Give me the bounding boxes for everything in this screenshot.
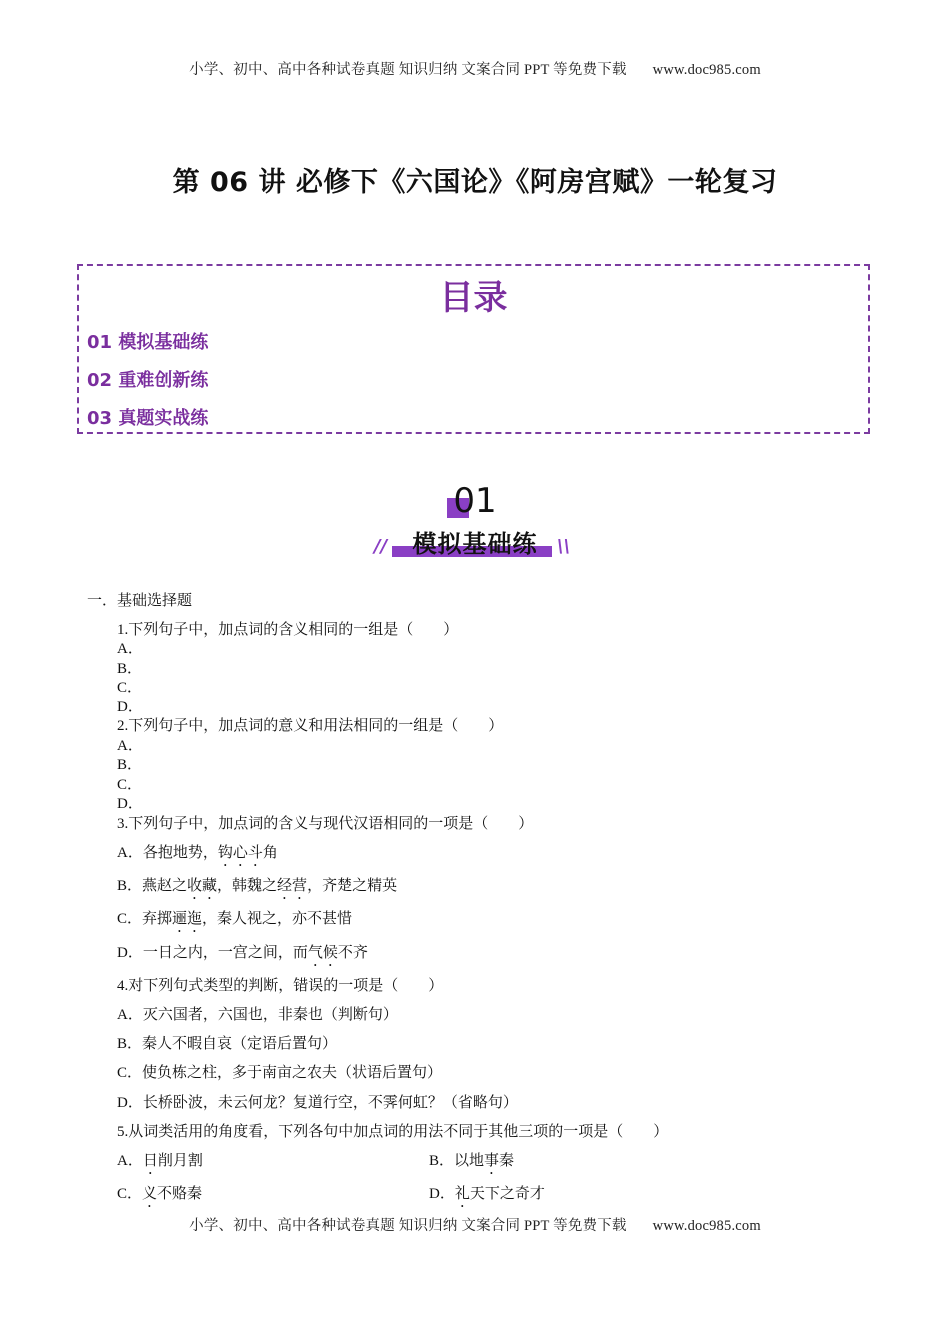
question-2-option-d: D． [117,796,143,812]
question-4-option-c: C．使负栋之柱，多于南亩之农夫（状语后置句） [117,1065,443,1081]
question-1-option-a: A． [117,641,143,657]
option-text: A．各抱地势， [117,845,218,861]
question-4-option-b: B．秦人不暇自哀（定语后置句） [117,1036,338,1052]
header-text: 小学、初中、高中各种试卷真题 知识归纳 文案合同 PPT 等免费下载 [189,62,627,78]
toc-item-2[interactable]: 02 重难创新练 [87,370,209,391]
part-heading: 一．基础选择题 [87,593,193,609]
dotted-word: 义 [142,1186,158,1202]
question-1-option-d: D． [117,699,143,715]
option-text: 削月割 [157,1153,203,1169]
question-5-option-a [117,1149,203,1178]
option-text: D．一日之内，一宫之间，而 [117,945,308,961]
option-text: C． [117,1186,143,1202]
question-5-option-c [117,1182,202,1211]
option-text: 角 [262,845,278,861]
option-text: 不赂秦 [157,1186,203,1202]
dotted-word: 气候 [307,945,338,961]
option-text: ，秦人视之，亦不甚惜 [202,911,353,927]
dotted-word: 事 [484,1153,500,1169]
question-2-stem: 2.下列句子中，加点词的意义和用法相同的一组是（ ） [117,718,504,734]
toc-heading: 目录 [439,278,508,318]
option-text: ，韩魏之 [217,878,278,894]
question-3-option-d [117,941,368,970]
dotted-word: 日 [142,1153,158,1169]
page-header [0,58,950,79]
question-5-option-b [429,1149,514,1178]
question-4-stem: 4.对下列句式类型的判断，错误的一项是（ ） [117,978,444,994]
section-slash-right: \\ [557,536,571,557]
footer-url: www.doc985.com [652,1218,761,1234]
dotted-word: 逦迤 [172,911,203,927]
question-1-option-b: B． [117,661,143,677]
option-text: D． [429,1186,455,1202]
dotted-word: 钩心斗 [217,845,263,861]
header-url: www.doc985.com [652,62,761,78]
question-4-option-a: A．灭六国者，六国也，非秦也（判断句） [117,1007,398,1023]
toc-box [77,264,870,434]
question-2-option-b: B． [117,757,143,773]
option-text: 天下之奇才 [469,1186,545,1202]
question-1-stem: 1.下列句子中，加点词的含义相同的一组是（ ） [117,622,459,638]
question-2-option-a: A． [117,738,143,754]
question-4-option-d: D．长桥卧波，未云何龙？复道行空，不霁何虹？（省略句） [117,1095,518,1111]
toc-item-1[interactable]: 01 模拟基础练 [87,332,209,353]
question-5-stem: 5.从词类活用的角度看，下列各句中加点词的用法不同于其他三项的一项是（ ） [117,1124,669,1140]
question-1-option-c: C． [117,680,143,696]
toc-item-3[interactable]: 03 真题实战练 [87,408,209,429]
question-3-option-b [117,874,397,903]
question-3-stem: 3.下列句子中，加点词的含义与现代汉语相同的一项是（ ） [117,816,534,832]
dotted-word: 收藏 [187,878,218,894]
option-text: 不齐 [337,945,368,961]
question-3-option-c [117,907,352,936]
question-2-option-c: C． [117,777,143,793]
option-text: B．以地 [429,1153,485,1169]
option-text: C．弃掷 [117,911,173,927]
dotted-word: 经营 [277,878,308,894]
option-text: ，齐楚之精英 [307,878,398,894]
section-slash-left: // [374,536,388,557]
footer-text: 小学、初中、高中各种试卷真题 知识归纳 文案合同 PPT 等免费下载 [189,1218,627,1234]
dotted-word: 礼 [454,1186,470,1202]
question-3-option-a [117,841,278,870]
section-number: 01 [453,481,497,521]
option-text: 秦 [499,1153,515,1169]
question-5-option-d [429,1182,545,1211]
section-label: 模拟基础练 [412,530,538,558]
page-footer [0,1214,950,1235]
document-title: 第 06 讲 必修下《六国论》《阿房宫赋》一轮复习 [172,167,778,198]
option-text: A． [117,1153,143,1169]
option-text: B．燕赵之 [117,878,188,894]
